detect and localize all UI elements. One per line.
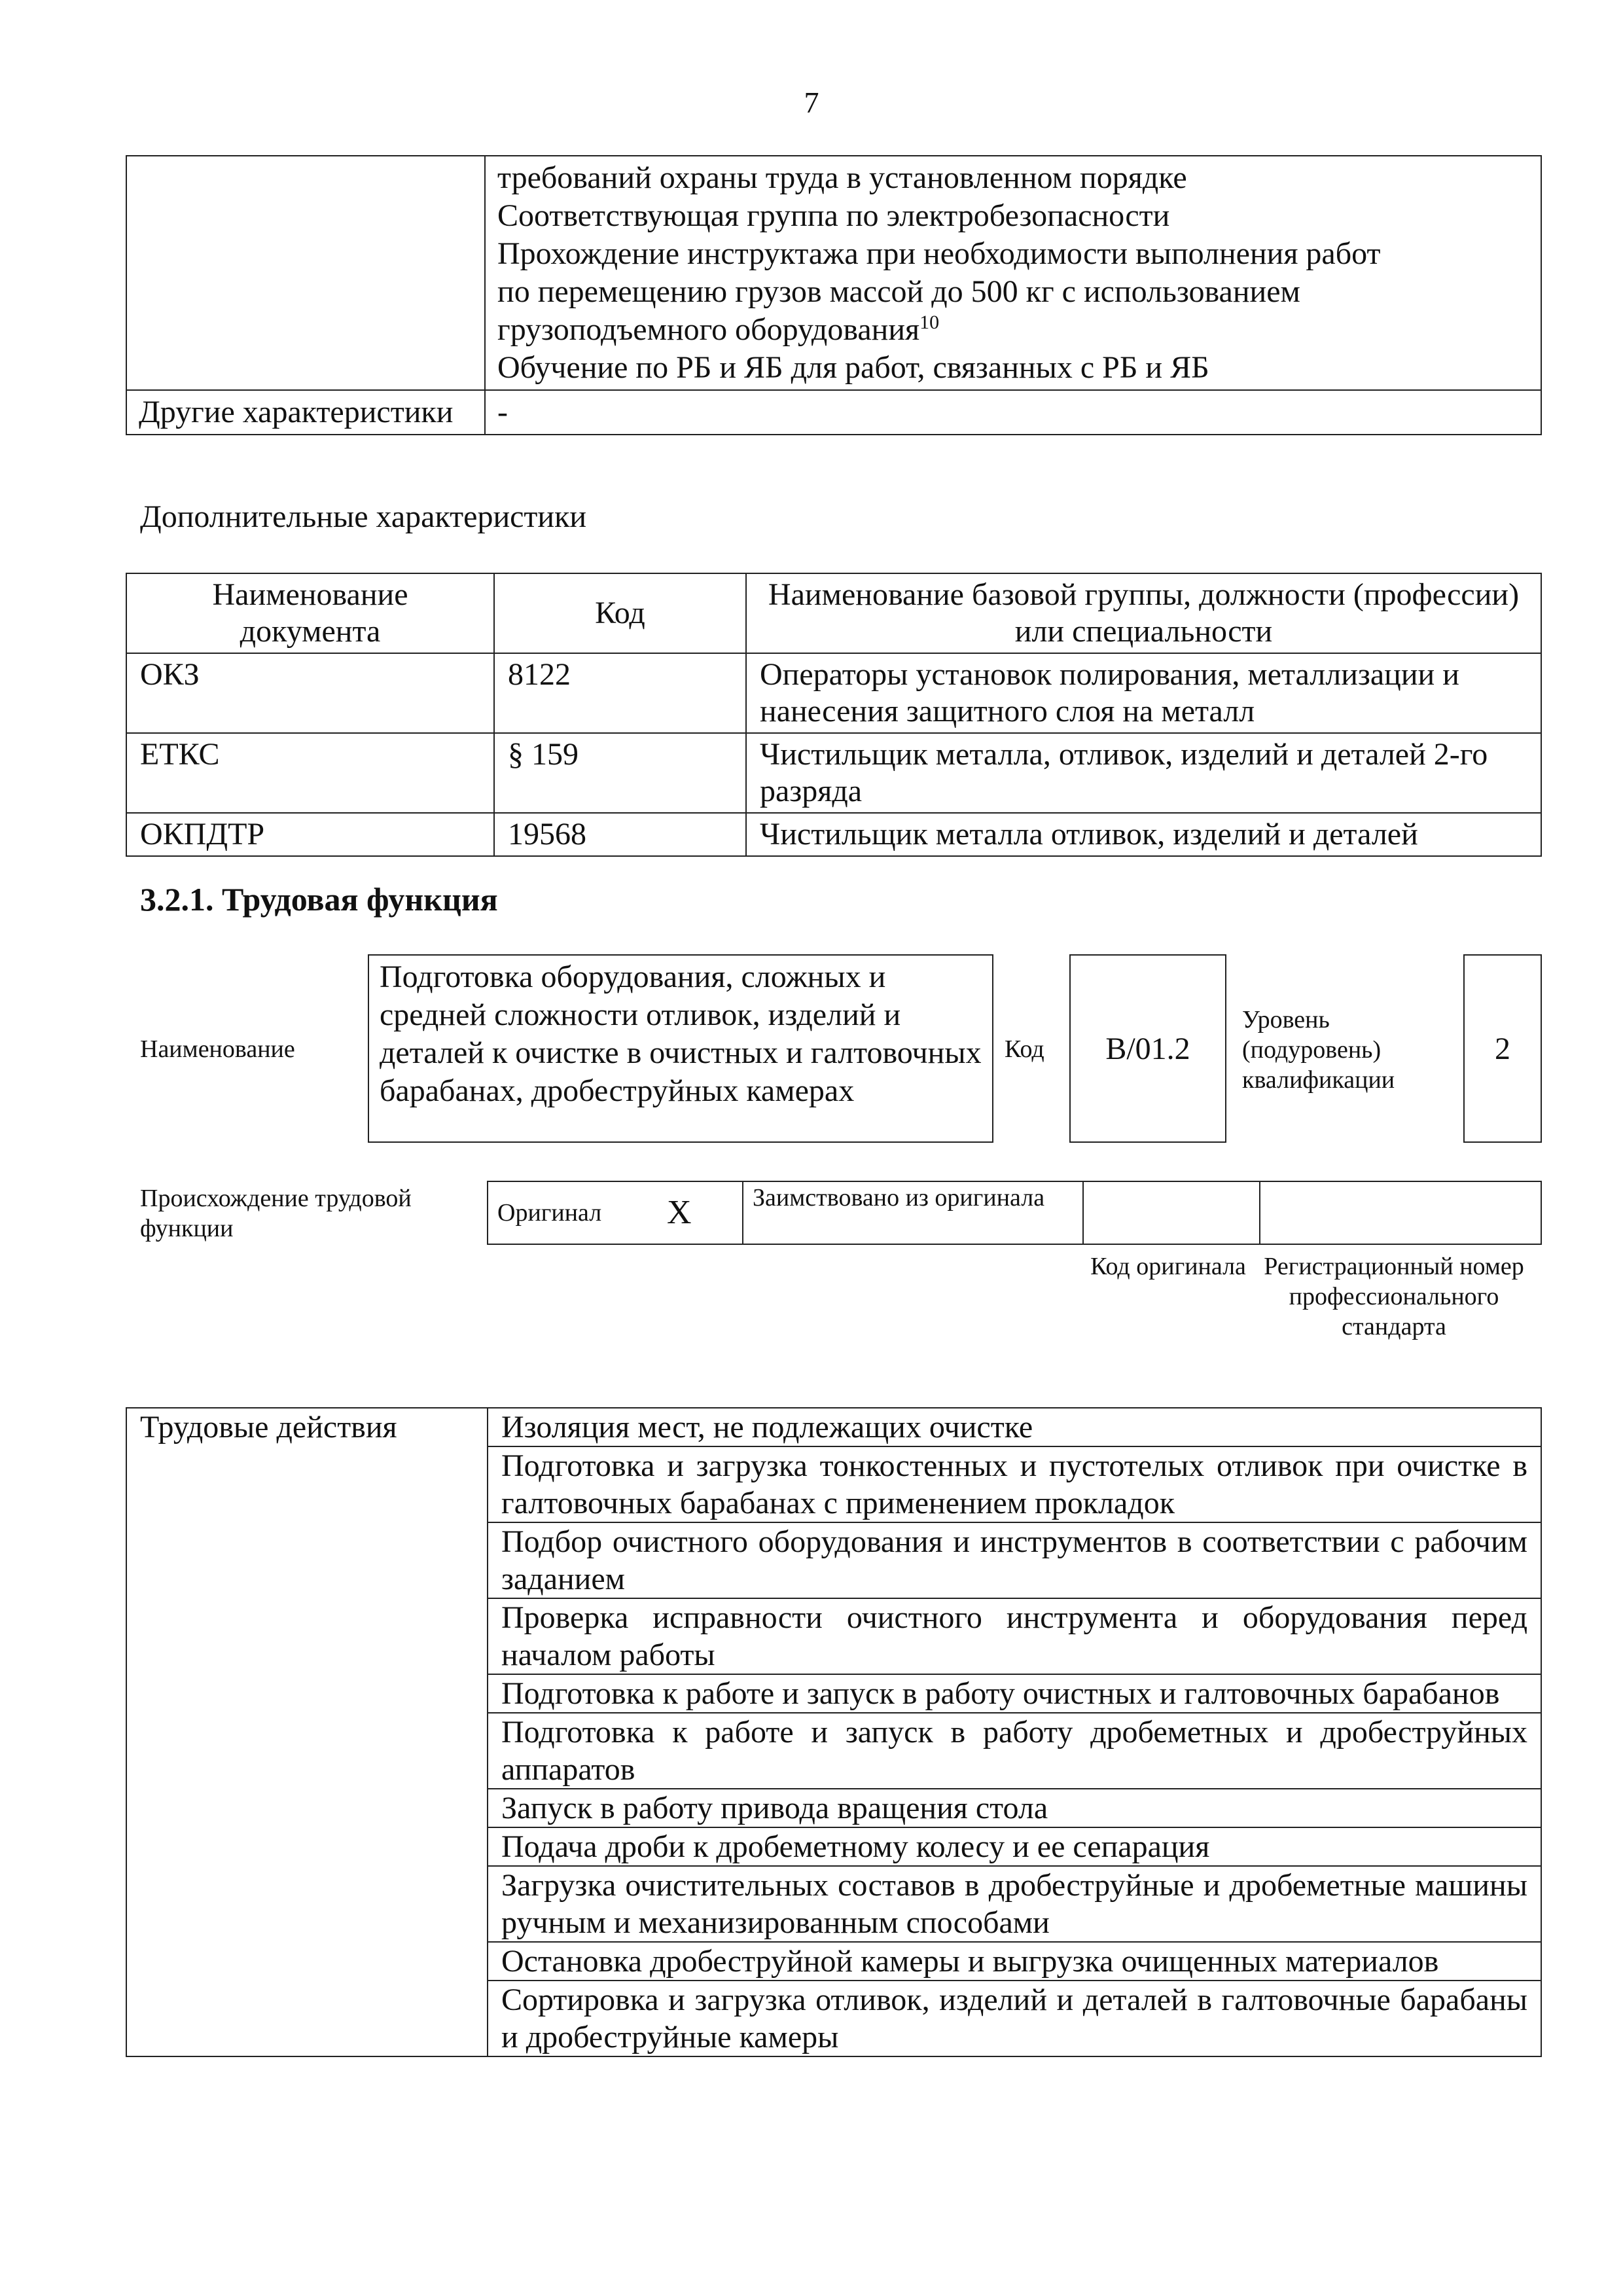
page-number: 7 (804, 86, 819, 119)
level-label: Уровень (подуровень) квалификации (1242, 1006, 1395, 1094)
labor-action: Подача дроби к дробеметному колесу и ее сепарация (488, 1827, 1541, 1866)
code-label: Код (1005, 1035, 1044, 1063)
doc-cell: ОКПДТР (126, 813, 494, 856)
labor-action: Изоляция мест, не подлежащих очистке (488, 1408, 1541, 1446)
registration-number-cell (1260, 1181, 1541, 1244)
table-row (126, 733, 1541, 813)
origin-label: Происхождение трудовой функции (140, 1185, 412, 1242)
table-row (126, 653, 1541, 733)
table-row (126, 813, 1541, 856)
function-name-box: Подготовка оборудования, сложных и средней сложности отливок, изделий и деталей к очистке в очистных и галтовочных барабанах, дробеструйных камерах (368, 954, 993, 1143)
requirement-line: Прохождение инструктажа при необходимости выполнения работ (497, 236, 1381, 271)
additional-characteristics-table (126, 573, 1542, 857)
requirements-cell (485, 156, 1541, 390)
requirement-line: по перемещению грузов массой до 500 кг с использованием (497, 274, 1300, 309)
labor-action: Сортировка и загрузка отливок, изделий и деталей в галтовочные барабаны и дробеструйные камеры (488, 1981, 1541, 2056)
requirement-line (497, 311, 1529, 349)
labor-action: Проверка исправности очистного инструмента и оборудования перед началом работы (488, 1598, 1541, 1674)
empty-label-cell (126, 156, 485, 390)
other-characteristics-label: Другие характеристики (126, 390, 485, 435)
labor-action: Загрузка очистительных составов в дробеструйные и дробеметные машины ручным и механизированным способами (488, 1866, 1541, 1942)
footnote-mark: 10 (919, 312, 940, 333)
registration-caption: Регистрационный номер профессионального стандарта (1264, 1253, 1524, 1340)
labor-actions-label: Трудовые действия (126, 1408, 488, 2056)
borrowed-label: Заимствовано из оригинала (743, 1181, 1083, 1244)
qualification-requirements-table (126, 155, 1542, 435)
original-code-cell (1083, 1181, 1260, 1244)
labor-action: Подготовка к работе и запуск в работу дробеметных и дробеструйных аппаратов (488, 1713, 1541, 1789)
labor-action: Остановка дробеструйной камеры и выгрузка очищенных материалов (488, 1942, 1541, 1981)
labor-action: Подготовка и загрузка тонкостенных и пустотелых отливок при очистке в галтовочных барабанах с применением прокладок (488, 1446, 1541, 1522)
requirement-line: Обучение по РБ и ЯБ для работ, связанных с РБ и ЯБ (497, 350, 1209, 385)
header-document: Наименование документа (126, 573, 494, 653)
name-cell: Операторы установок полирования, металлизации и нанесения защитного слоя на металл (746, 653, 1541, 733)
other-characteristics-value: - (485, 390, 1541, 435)
requirement-line: требований охраны труда в установленном порядке (497, 160, 1187, 195)
requirement-text: грузоподъемного оборудования (497, 312, 920, 347)
section-title: 3.2.1. Трудовая функция (140, 881, 498, 918)
code-caption: Код оригинала (1090, 1253, 1246, 1280)
labor-action: Подготовка к работе и запуск в работу очистных и галтовочных барабанов (488, 1674, 1541, 1713)
original-label: Оригинал (488, 1181, 658, 1244)
original-mark: X (658, 1181, 743, 1244)
header-code: Код (494, 573, 746, 653)
name-cell: Чистильщик металла отливок, изделий и деталей (746, 813, 1541, 856)
labor-action: Подбор очистного оборудования и инструментов в соответствии с рабочим заданием (488, 1522, 1541, 1598)
doc-cell: ОКЗ (126, 653, 494, 733)
code-cell: 8122 (494, 653, 746, 733)
code-cell: 19568 (494, 813, 746, 856)
name-cell: Чистильщик металла, отливок, изделий и деталей 2-го разряда (746, 733, 1541, 813)
labor-action: Запуск в работу привода вращения стола (488, 1789, 1541, 1827)
origin-table (487, 1181, 1542, 1245)
labor-actions-table (126, 1407, 1542, 2057)
level-value-box: 2 (1463, 954, 1542, 1143)
code-cell: § 159 (494, 733, 746, 813)
header-group-name: Наименование базовой группы, должности (профессии) или специальности (746, 573, 1541, 653)
name-label: Наименование (140, 1035, 295, 1063)
additional-characteristics-heading: Дополнительные характеристики (140, 499, 587, 534)
requirement-line: Соответствующая группа по электробезопасности (497, 198, 1170, 233)
function-code-box: B/01.2 (1069, 954, 1226, 1143)
doc-cell: ЕТКС (126, 733, 494, 813)
